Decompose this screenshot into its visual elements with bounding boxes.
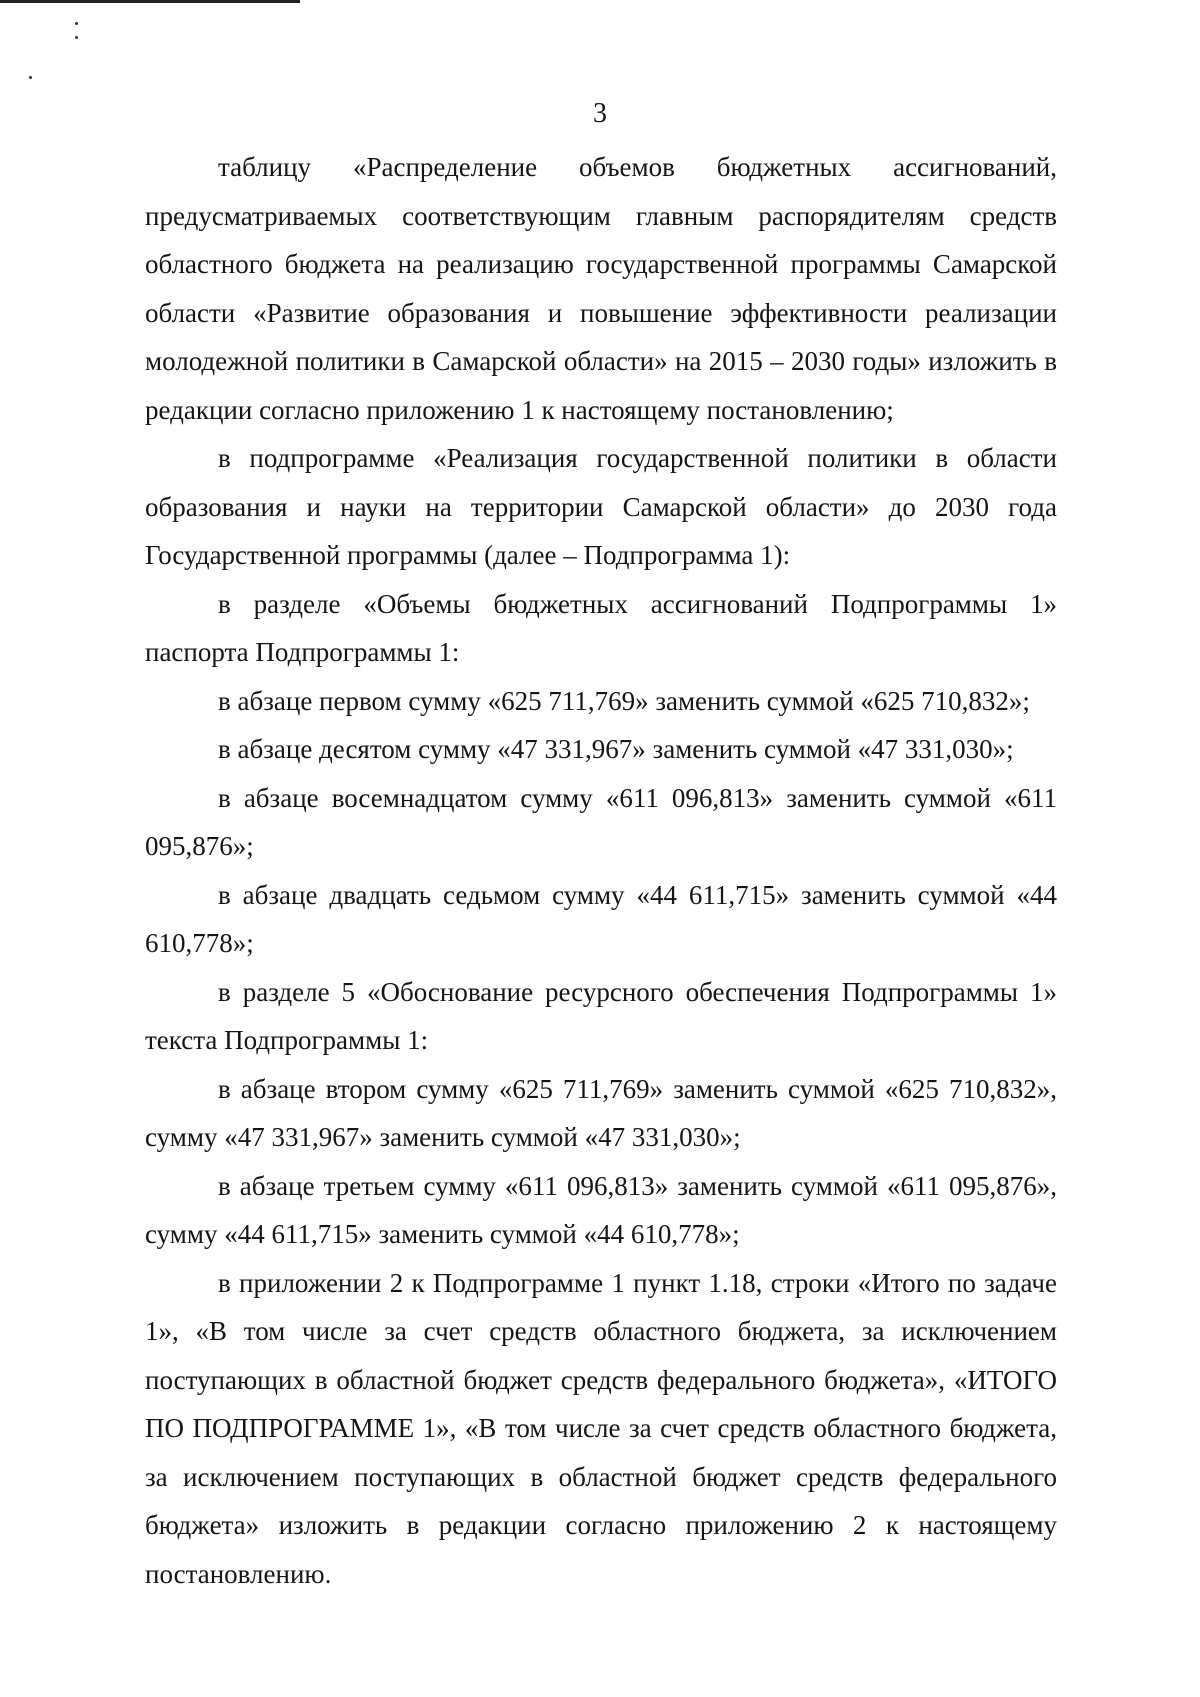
paragraph-table-distribution: таблицу «Распределение объемов бюджетных ассигнований, предусматриваемых соответствующим главным распорядителям средств областного бюджета на реализацию государственной программы Самарской области «Развитие образования и повышение эффективности реализации молодежной политики в Самарской области» на 2015 – 2030 годы» изложить в редакции согласно приложению 1 к настоящему постановлению; bbox=[145, 152, 1057, 425]
scan-speck bbox=[75, 36, 78, 39]
paragraph-twenty-seventh-abzac: в абзаце двадцать седьмом сумму «44 611,715» заменить суммой «44 610,778»; bbox=[145, 879, 1057, 958]
paragraph-section-budget-volumes: в разделе «Объемы бюджетных ассигнований Подпрограммы 1» паспорта Подпрограммы 1: bbox=[145, 588, 1057, 667]
paragraph-second-abzac: в абзаце втором сумму «625 711,769» заменить суммой «625 710,832», сумму «47 331,967» заменить суммой «47 331,030»; bbox=[145, 1073, 1057, 1152]
scan-speck bbox=[29, 76, 32, 79]
document-body bbox=[145, 143, 1057, 1598]
paragraph-tenth-abzac: в абзаце десятом сумму «47 331,967» заменить суммой «47 331,030»; bbox=[218, 734, 1014, 764]
page-number: 3 bbox=[593, 98, 607, 129]
scan-speck bbox=[75, 22, 78, 25]
paragraph-section-5: в разделе 5 «Обоснование ресурсного обеспечения Подпрограммы 1» текста Подпрограммы 1: bbox=[145, 976, 1057, 1055]
paragraph-eighteenth-abzac: в абзаце восемнадцатом сумму «611 096,813» заменить суммой «611 095,876»; bbox=[145, 782, 1057, 861]
paragraph-third-abzac: в абзаце третьем сумму «611 096,813» заменить суммой «611 095,876», сумму «44 611,715» заменить суммой «44 610,778»; bbox=[145, 1170, 1057, 1249]
paragraph-appendix-2: в приложении 2 к Подпрограмме 1 пункт 1.18, строки «Итого по задаче 1», «В том числе за счет средств областного бюджета, за исключением поступающих в областной бюджет средств федерального бюджета», «ИТОГО ПО ПОДПРОГРАММЕ 1», «В том числе за счет средств областного бюджета, за исключением поступающих в областной бюджет средств федерального бюджета» изложить в редакции согласно приложению 2 к настоящему постановлению. bbox=[145, 1267, 1057, 1589]
paragraph-first-abzac: в абзаце первом сумму «625 711,769» заменить суммой «625 710,832»; bbox=[218, 685, 1030, 716]
paragraph-subprogram-intro: в подпрограмме «Реализация государственной политики в области образования и науки на территории Самарской области» до 2030 года Государственной программы (далее – Подпрограмма 1): bbox=[145, 443, 1057, 570]
scan-edge-line bbox=[0, 0, 300, 3]
